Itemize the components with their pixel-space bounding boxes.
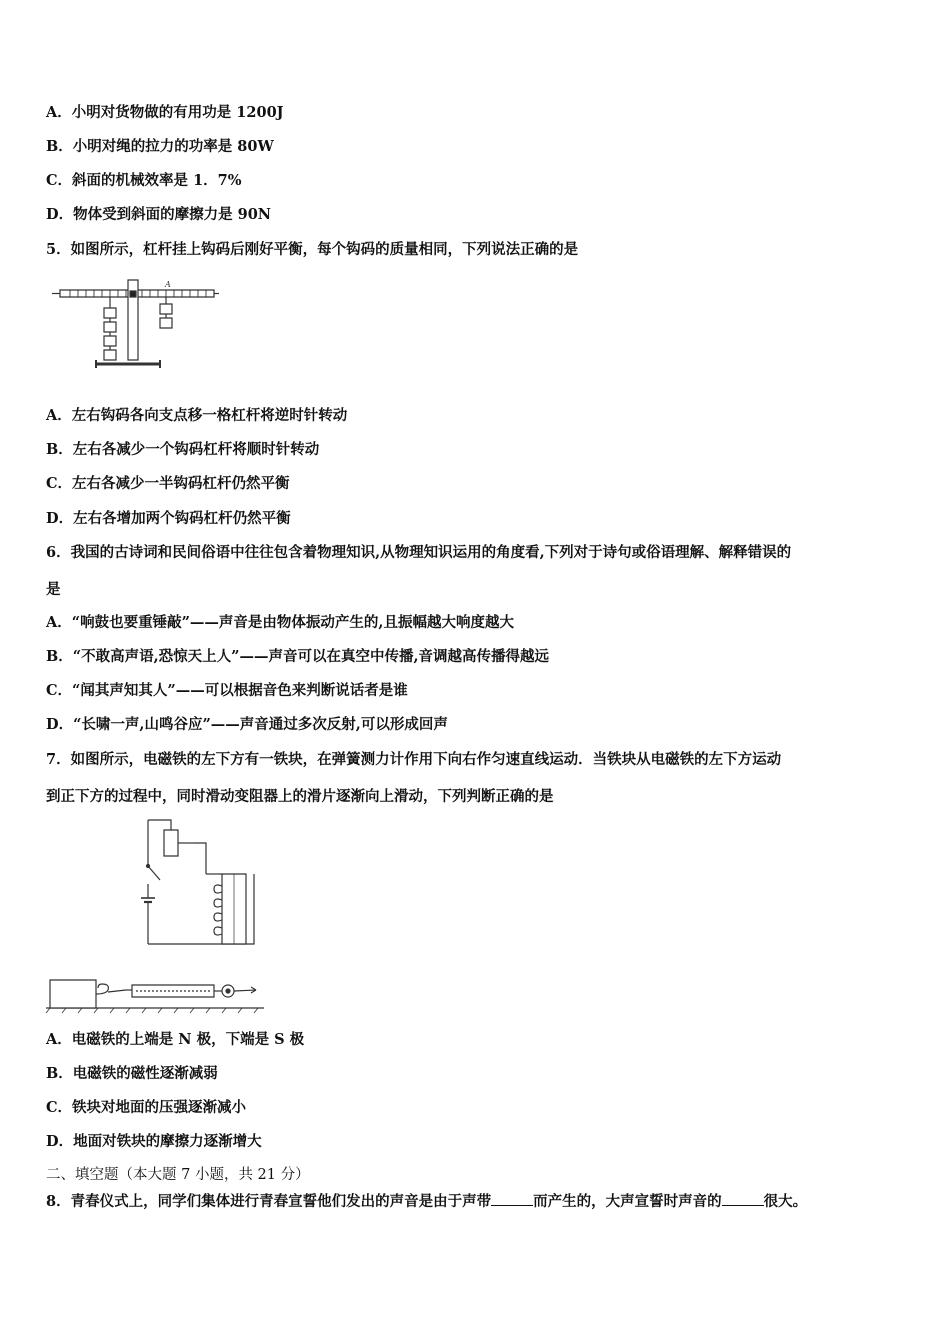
q6-stem-line2: 是 (46, 581, 61, 598)
q4-option-c: C．斜面的机械效率是 1．7% (46, 172, 242, 189)
circuit-figure (136, 816, 262, 952)
q7-stem-line1: 7．如图所示，电磁铁的左下方有一铁块，在弹簧测力计作用下向右作匀速直线运动．当铁块从电磁铁的左下方运动 (46, 751, 782, 768)
q7-option-d: D．地面对铁块的摩擦力逐渐增大 (46, 1133, 262, 1150)
q5-option-b: B．左右各减少一个钩码杠杆将顺时针转动 (46, 441, 320, 458)
q5-option-d: D．左右各增加两个钩码杠杆仍然平衡 (46, 510, 291, 527)
section-heading: 二、填空题（本大题 7 小题，共 21 分） (46, 1167, 310, 1183)
q4-option-a: A．小明对货物做的有用功是 1200J (46, 104, 284, 121)
q8-blank-2[interactable] (722, 1191, 764, 1206)
q8-part3: 很大。 (763, 1193, 808, 1210)
q8-part2: 而产生的，大声宣誓时声音的 (533, 1193, 722, 1210)
lever-label: A (165, 280, 171, 289)
q7-option-b: B．电磁铁的磁性逐渐减弱 (46, 1065, 218, 1082)
q7-stem-line2: 到正下方的过程中，同时滑动变阻器上的滑片逐渐向上滑动，下列判断正确的是 (46, 788, 554, 805)
q5-stem: 5．如图所示，杠杆挂上钩码后刚好平衡，每个钩码的质量相同，下列说法正确的是 (46, 241, 579, 258)
q8-part1: 8．青春仪式上，同学们集体进行青春宣誓他们发出的声音是由于声带 (46, 1193, 492, 1210)
q6-stem-line1: 6．我国的古诗词和民间俗语中往往包含着物理知识,从物理知识运用的角度看,下列对于诗句或俗语理解、解释错误的 (46, 544, 792, 561)
q6-option-a: A．“响鼓也要重锤敲”——声音是由物体振动产生的,且振幅越大响度越大 (46, 614, 514, 631)
q6-option-c: C．“闻其声知其人”——可以根据音色来判断说话者是谁 (46, 682, 408, 699)
q6-option-d: D．“长啸一声,山鸣谷应”——声音通过多次反射,可以形成回声 (46, 716, 448, 733)
q7-option-a: A．电磁铁的上端是 N 极，下端是 S 极 (46, 1031, 305, 1048)
q8-blank-1[interactable] (491, 1191, 533, 1206)
q4-option-d: D．物体受到斜面的摩擦力是 90N (46, 206, 272, 223)
lever-figure (48, 276, 220, 374)
q4-option-b: B．小明对绳的拉力的功率是 80W (46, 138, 274, 155)
q8-text (46, 1191, 807, 1212)
q7-option-c: C．铁块对地面的压强逐渐减小 (46, 1099, 247, 1116)
q5-option-a: A．左右钩码各向支点移一格杠杆将逆时针转动 (46, 407, 348, 424)
q6-option-b: B．“不敢高声语,恐惊天上人”——声音可以在真空中传播,音调越高传播得越远 (46, 648, 550, 665)
spring-scale-figure (44, 968, 266, 1014)
q5-option-c: C．左右各减少一半钩码杠杆仍然平衡 (46, 475, 290, 492)
